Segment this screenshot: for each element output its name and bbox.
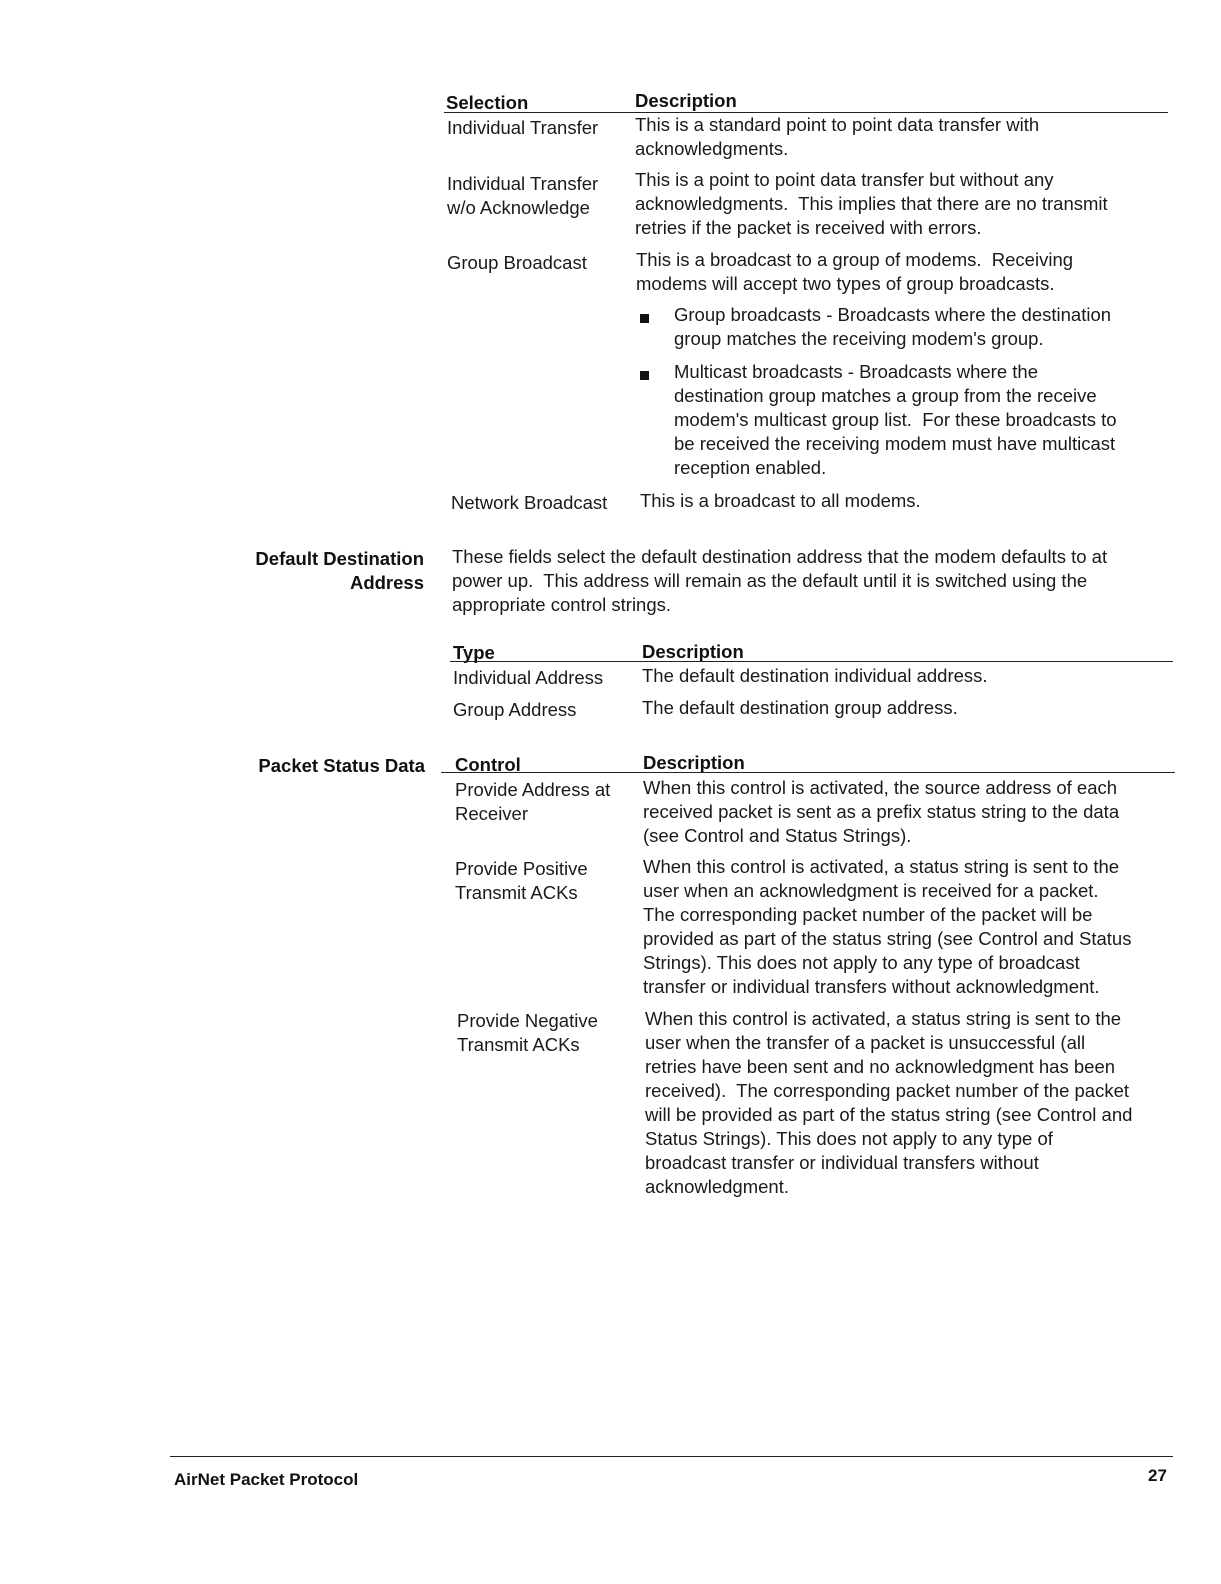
packet-status-heading: Packet Status Data <box>258 755 425 776</box>
page-number: 27 <box>1148 1466 1167 1485</box>
bullet-multicast-broadcasts: Multicast broadcasts - Broadcasts where the destination group matches a group from the receive modem's multicast group list. For these broadcasts to be received the receiving modem must have multicast reception enabled. <box>674 361 1117 478</box>
selection-row-network-broadcast-desc: This is a broadcast to all modems. <box>640 490 921 511</box>
default-destination-heading: Default Destination Address <box>255 548 424 593</box>
bullet-group-broadcasts: Group broadcasts - Broadcasts where the destination group matches the receiving modem's group. <box>674 304 1112 349</box>
control-row-negative-acks-desc: When this control is activated, a status string is sent to the user when the transfer of a packet is unsuccessful (all retries have been sent and no acknowledgment has been received). The corresponding packet number of the packet will be provided as part of the status string (see Control and Status Strings). This does not apply to any type of broadcast transfer or individual transfers without acknowledgment. <box>645 1008 1133 1197</box>
control-row-address-at-receiver-desc: When this control is activated, the source address of each received packet is sent as a prefix status string to the data (see Control and Status Strings). <box>643 777 1120 846</box>
selection-col-header: Selection <box>446 92 529 113</box>
footer-title: AirNet Packet Protocol <box>174 1470 359 1489</box>
control-desc-col-header: Description <box>643 752 745 773</box>
control-row-positive-acks-desc: When this control is activated, a status string is sent to the user when an acknowledgment is received for a packet. The corresponding packet number of the packet will be provided as part of the status string (see Control and Status Strings). This does not apply to any type of broadcast transfer or individual transfers without acknowledgment. <box>643 856 1132 997</box>
bullet-marker <box>640 371 649 380</box>
control-row-negative-acks: Provide Negative Transmit ACKs <box>457 1010 598 1055</box>
bullet-marker <box>640 314 649 323</box>
control-row-address-at-receiver: Provide Address at Receiver <box>455 779 611 824</box>
selection-row-group-broadcast-desc: This is a broadcast to a group of modems. Receiving modems will accept two types of group broadcasts. <box>636 249 1074 294</box>
selection-row-individual-transfer-no-ack: Individual Transfer w/o Acknowledge <box>447 173 599 218</box>
type-table-rule <box>450 661 1173 662</box>
selection-row-group-broadcast: Group Broadcast <box>447 252 587 273</box>
selection-row-individual-transfer: Individual Transfer <box>447 117 599 138</box>
default-destination-intro: These fields select the default destination address that the modem defaults to at power up. This address will remain as the default until it is switched using the appropriate control strings. <box>452 546 1108 615</box>
type-desc-col-header: Description <box>642 641 744 662</box>
type-row-group-address-desc: The default destination group address. <box>642 697 958 718</box>
type-row-individual-address: Individual Address <box>453 667 604 688</box>
control-col-header: Control <box>455 754 521 775</box>
control-row-positive-acks: Provide Positive Transmit ACKs <box>455 858 588 903</box>
control-table-rule <box>441 772 1175 773</box>
type-row-individual-address-desc: The default destination individual address. <box>642 665 988 686</box>
type-col-header: Type <box>453 642 495 663</box>
selection-row-individual-transfer-no-ack-desc: This is a point to point data transfer but without any acknowledgments. This implies that there are no transmit retries if the packet is received with errors. <box>635 169 1108 238</box>
selection-row-network-broadcast: Network Broadcast <box>451 492 608 513</box>
selection-desc-col-header: Description <box>635 90 737 111</box>
footer-rule <box>170 1456 1173 1457</box>
selection-row-individual-transfer-desc: This is a standard point to point data transfer with acknowledgments. <box>635 114 1040 159</box>
type-row-group-address: Group Address <box>453 699 577 720</box>
